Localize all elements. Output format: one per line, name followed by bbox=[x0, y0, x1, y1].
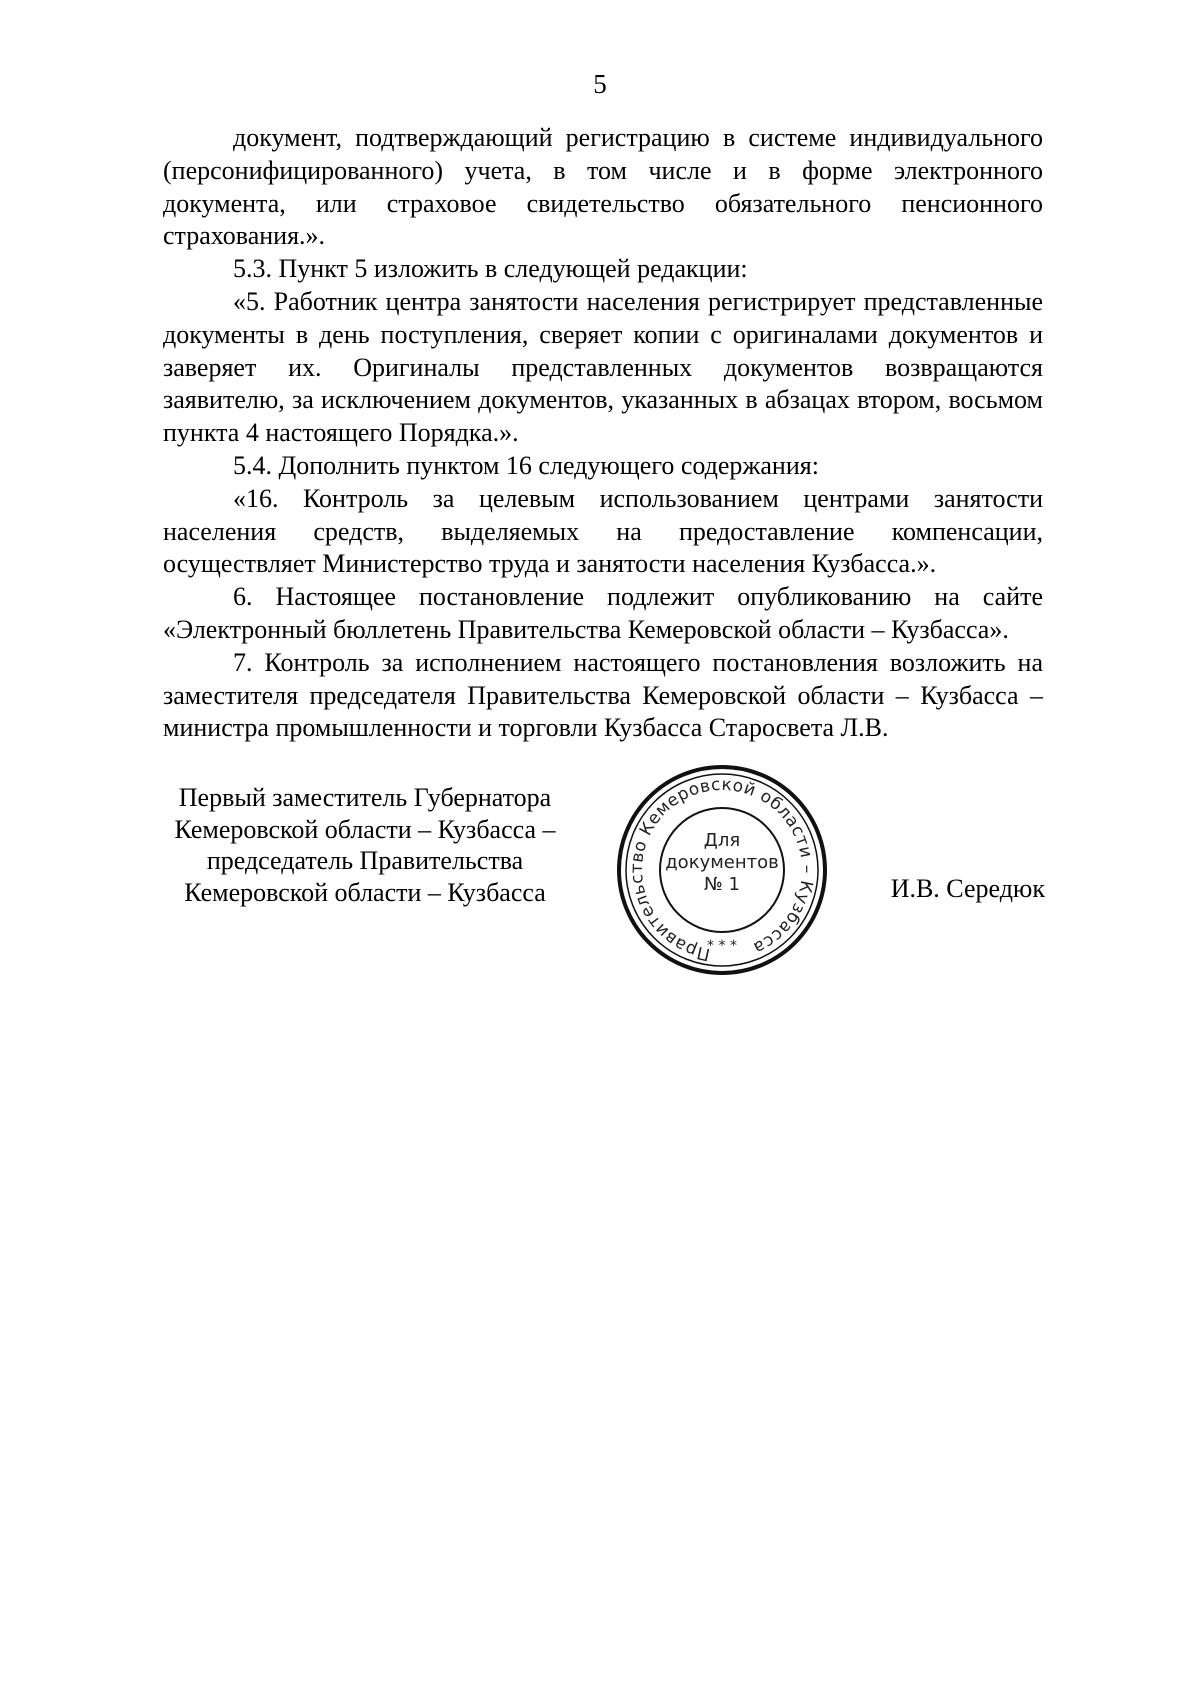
signatory-title-line: Кемеровской области – Кузбасса bbox=[184, 877, 546, 907]
official-stamp bbox=[614, 762, 830, 978]
paragraph: 5.4. Дополнить пунктом 16 следующего содержания: bbox=[233, 450, 819, 480]
paragraph: 6. Настоящее постановление подлежит опубликованию на сайте «Электронный бюллетень Правительства Кемеровской области – Кузбасса». bbox=[163, 582, 1043, 644]
signatory-title bbox=[140, 782, 590, 908]
page-number: 5 bbox=[593, 69, 607, 99]
document-body bbox=[163, 122, 1043, 745]
paragraph: «16. Контроль за целевым использованием центрами занятости населения средств, выделяемых на предоставление компенсации, осуществляет Министерство труда и занятости населения Кузбасса.». bbox=[163, 483, 1043, 579]
stamp-ring-text: Правительство Кемеровской области – Кузбасса bbox=[626, 774, 818, 965]
stamp-center-line: документов bbox=[665, 852, 779, 873]
signatory-title-line: председатель Правительства bbox=[206, 846, 524, 875]
paragraph: 7. Контроль за исполнением настоящего постановления возложить на заместителя председателя Правительства Кемеровской области – Кузбасса – министра промышленности и торговли Кузбасса Старосвета Л.В. bbox=[163, 647, 1043, 743]
paragraph: документ, подтверждающий регистрацию в системе индивидуального (персонифицированного) учета, в том числе и в форме электронного документа, или страховое свидетельство обязательного пенсионного страхования.». bbox=[163, 123, 1043, 251]
stamp-center-line: № 1 bbox=[704, 874, 740, 895]
signatory-title-line: Первый заместитель Губернатора bbox=[178, 783, 552, 812]
paragraph: «5. Работник центра занятости населения регистрирует представленные документы в день поступления, сверяет копии с оригиналами документов и заверяет их. Оригиналы представленных документов возвращаются заявителю, за исключением документов, указанных в абзацах втором, восьмом пункта 4 настоящего Порядка.». bbox=[163, 286, 1043, 448]
signatory-name: И.В. Середюк bbox=[890, 874, 1045, 903]
signatory-title-line: Кемеровской области – Кузбасса – bbox=[174, 814, 556, 844]
stamp-center-line: Для bbox=[703, 830, 741, 851]
paragraph: 5.3. Пункт 5 изложить в следующей редакции: bbox=[233, 254, 748, 284]
stamp-stars: * * * bbox=[707, 938, 737, 954]
